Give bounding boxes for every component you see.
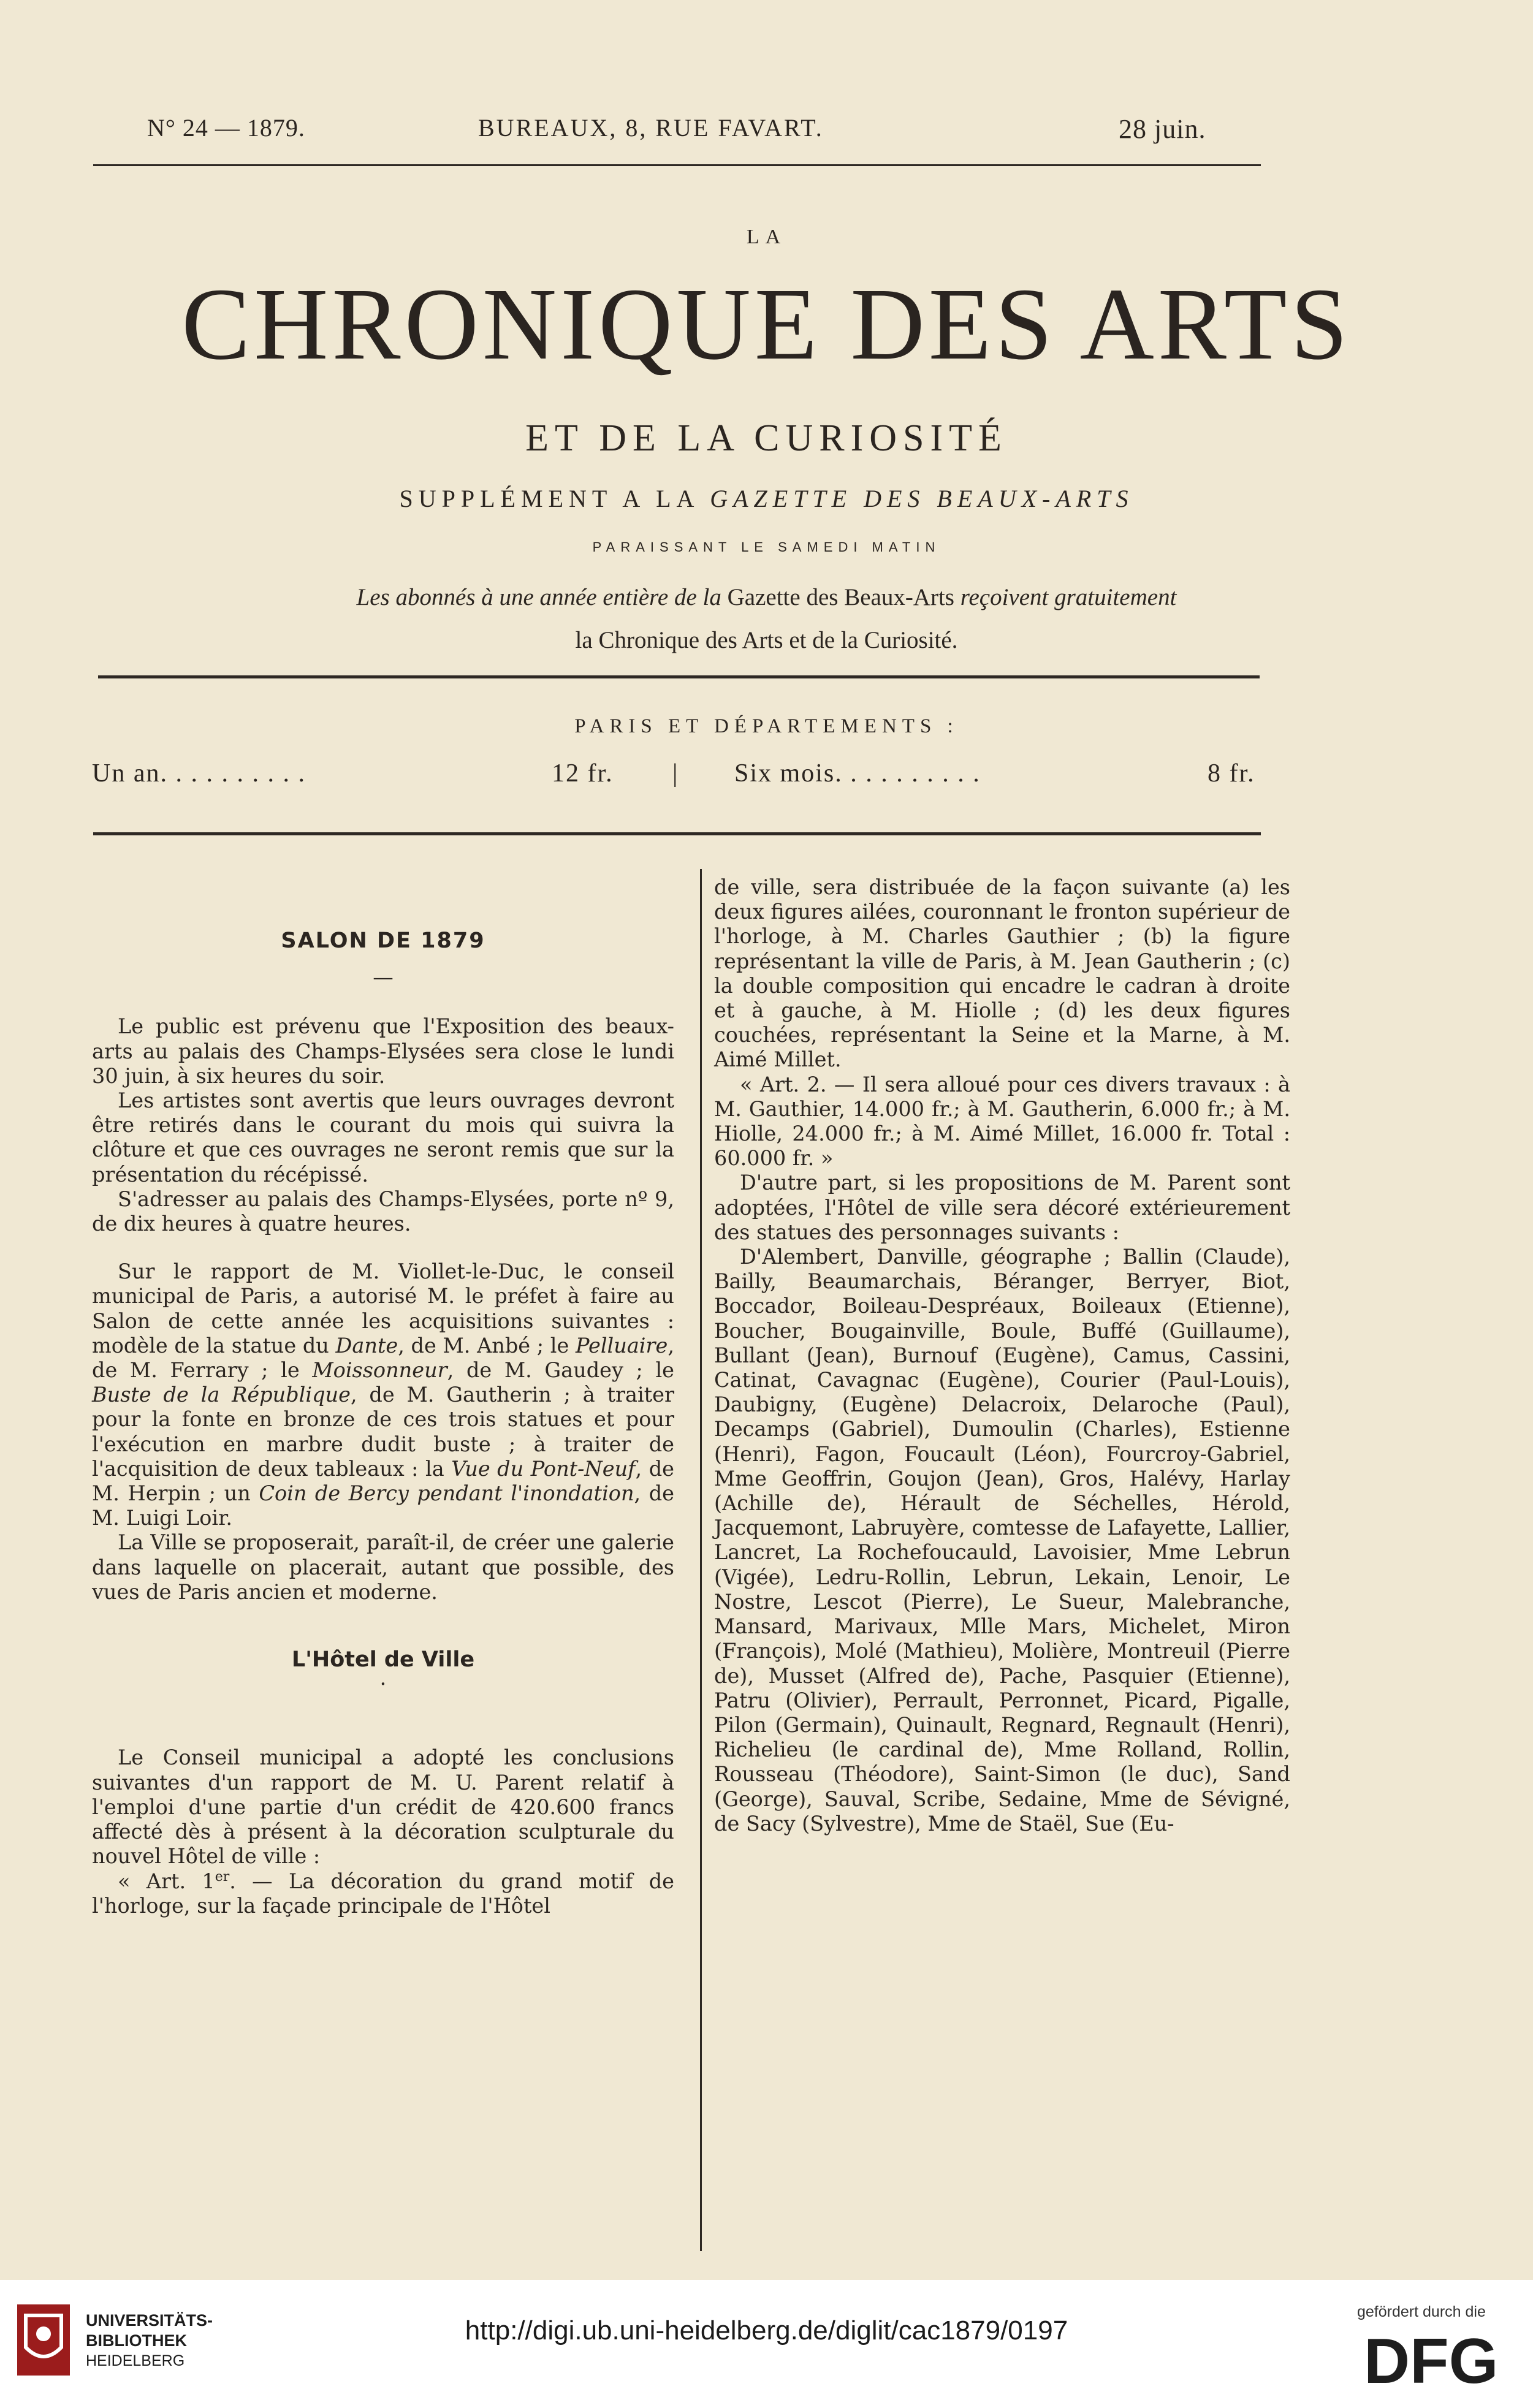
hotel-de-ville-heading: L'Hôtel de Ville (291, 1647, 475, 1673)
six-month-subscription-label: Six mois. . . . . . . . . . (734, 759, 981, 788)
acq-text-e: , de M. Gautherin ; à traiter pour la fonte en bronze de ces trois statues et pour l'exécution en marbre dudit buste ; à traiter de l'acquisition de deux tableaux : la (92, 1383, 674, 1481)
year-subscription-price: 12 fr. (552, 759, 614, 788)
salon-paragraph-3: S'adresser au palais des Champs-Elysées, porte nº 9, de dix heures à quatre heures. (92, 1187, 674, 1236)
art1-text-b: . — La décoration du grand motif de l'horloge, sur la façade principale de l'Hôtel (92, 1869, 674, 1918)
dfg-logo-icon (1364, 2329, 1511, 2390)
heading-dash: — (373, 965, 394, 990)
article-2-paragraph: « Art. 2. — Il sera alloué pour ces divers travaux : à M. Gauthier, 14.000 fr.; à M. Gautherin, 6.000 fr.; à M. Hiolle, 24.000 fr.; à M. Aimé Millet, 16.000 fr. Total : 60.000 fr. » (714, 1072, 1290, 1171)
acq-pelluaire: Pelluaire (575, 1333, 668, 1358)
subscriber-note-line2: la Chronique des Arts et de la Curiosité. (575, 627, 958, 653)
acq-text-a: Sur le rapport de M. Viollet-le-Duc, le conseil municipal de Paris, a autorisé M. le préfet à faire au Salon de cette année les acquisitions suivantes : modèle de la statue du (92, 1259, 674, 1358)
library-name-line1: UNIVERSITÄTS- (86, 2311, 213, 2330)
left-column (92, 929, 674, 1918)
subscriber-note (0, 583, 1533, 611)
decoration-paragraph: de ville, sera distribuée de la façon suivante (a) les deux figures ailées, couronnant le fronton supérieur de l'horloge, à M. Charles Gauthier ; (b) la figure représentant la ville de Paris, à M. Jean Gautherin ; (c) la double composition qui encadre le cadran à droite et à gauche, à M. Hiolle ; (d) les deux figures couchées, représentant la Seine et la Marne, à M. Aimé Millet. (714, 875, 1290, 1072)
header-rule (98, 675, 1260, 678)
supplement-gazette: GAZETTE DES BEAUX-ARTS (710, 485, 1134, 512)
library-name-line3: HEIDELBERG (86, 2352, 185, 2369)
publication-schedule: PARAISSANT LE SAMEDI MATIN (592, 539, 941, 555)
six-month-subscription-price: 8 fr. (1208, 759, 1255, 788)
acq-text-b: , de M. Anbé ; le (398, 1333, 576, 1358)
source-url-link[interactable]: http://digi.ub.uni-heidelberg.de/diglit/cac1879/0197 (465, 2315, 1068, 2345)
subscriber-note-b: reçoivent gratuitement (954, 584, 1177, 610)
supplement-prefix: SUPPLÉMENT A LA (399, 485, 710, 512)
supplement-line (0, 484, 1533, 513)
council-paragraph: Le Conseil municipal a adopté les conclusions suivantes d'un rapport de M. U. Parent relatif à l'emploi d'une partie d'un crédit de 420.600 francs affecté dès à présent à la décoration sculpturale du nouvel Hôtel de ville : (92, 1745, 674, 1869)
year-subscription-label: Un an. . . . . . . . . . (92, 759, 306, 788)
acq-text-c: , de M. Ferrary ; le (92, 1333, 674, 1383)
acq-buste: Buste de la République (92, 1383, 351, 1407)
subscriber-note-a: Les abonnés à une année entière de la (356, 584, 728, 610)
article-1-paragraph (92, 1869, 674, 1918)
statues-list-paragraph: D'Alembert, Danville, géographe ; Ballin (Claude), Bailly, Beaumarchais, Béranger, Berryer, Biot, Boccador, Boileau-Despréaux, Boileaux (Etienne), Boucher, Bougainville, Boule, Buffé (Guillaume), Bullant (Jean), Burnouf (Eugène), Camus, Cassini, Catinat, Cavagnac (Eugène), Courier (Paul-Louis), Daubigny, (Eugène) Delacroix, Delaroche (Paul), Decamps (Gabriel), Dumoulin (Charles), Estienne (Henri), Fagon, Foucault (Léon), Fourcroy-Gabriel, Mme Geoffrin, Goujon (Jean), Gros, Halévy, Harlay (Achille de), Hérault de Séchelles, Hérold, Jacquemont, Labruyère, comtesse de Lafayette, Lallier, Lancret, La Rochefoucauld, Lavoisier, Mme Lebrun (Vigée), Ledru-Rollin, Lebrun, Lekain, Lenoir, Le Nostre, Lescot (Pierre), Le Sueur, Malebranche, Mansard, Marivaux, Mlle Mars, Michelet, Miron (François), Molé (Mathieu), Molière, Montreuil (Pierre de), Musset (Alfred de), Pache, Pasquier (Etienne), Patru (Olivier), Perrault, Perronnet, Picard, Pigalle, Pilon (Germain), Quinault, Regnard, Regnault (Henri), Richelieu (le cardinal de), Mme Rolland, Rollin, Rousseau (Théodore), Saint-Simon (le duc), Sand (George), Sauval, Scribe, Sedaine, Mme de Sévigné, de Sacy (Sylvestre), Mme de Staël, Sue (Eu- (714, 1245, 1290, 1836)
acq-dante: Dante (335, 1333, 398, 1358)
library-name-line2: BIBLIOTHEK (86, 2331, 187, 2350)
acq-coin: Coin de Bercy pendant l'inondation (259, 1481, 634, 1506)
issue-number: N° 24 — 1879. (147, 114, 305, 142)
heading-dot: · (379, 1672, 387, 1696)
funding-note: gefördert durch die (1357, 2303, 1486, 2320)
acquisitions-paragraph (92, 1259, 674, 1530)
acq-text-f: , de M. Herpin ; un (92, 1456, 674, 1506)
salon-heading: SALON DE 1879 (281, 929, 485, 953)
subscriber-note-gazette: Gazette des Beaux-Arts (727, 584, 954, 610)
acq-vue: Vue du Pont-Neuf (451, 1456, 636, 1481)
masthead-subtitle: ET DE LA CURIOSITÉ (525, 417, 1008, 459)
acq-text-d: , de M. Gaudey ; le (447, 1358, 674, 1383)
price-separator: | (672, 759, 679, 788)
top-rule (93, 164, 1261, 166)
acq-moissonneur: Moissonneur (312, 1358, 447, 1383)
salon-paragraph-2: Les artistes sont avertis que leurs ouvrages devront être retirés dans le courant du mois qui suivra la clôture et que ces ouvrages ne seront remis que sur la présentation du récépissé. (92, 1088, 674, 1187)
salon-paragraph-1: Le public est prévenu que l'Exposition des beaux-arts au palais des Champs-Elysées sera close le lundi 30 juin, à six heures du soir. (92, 1014, 674, 1088)
subscription-heading: PARIS ET DÉPARTEMENTS : (574, 715, 959, 737)
masthead-title: CHRONIQUE DES ARTS (181, 267, 1352, 381)
column-divider (700, 869, 702, 2251)
digitization-footer (0, 2280, 1533, 2408)
dfg-logo-text: DFG (1364, 2329, 1499, 2390)
issue-date: 28 juin. (1119, 114, 1206, 144)
right-column (714, 875, 1290, 1836)
statues-intro-paragraph: D'autre part, si les propositions de M. Parent sont adoptées, l'Hôtel de ville sera décoré extérieurement des statues des personnages suivants : (714, 1171, 1290, 1244)
art1-sup: er (215, 1869, 230, 1885)
art1-text-a: « Art. 1 (118, 1869, 215, 1893)
gallery-paragraph: La Ville se proposerait, paraît-il, de créer une galerie dans laquelle on placerait, autant que possible, des vues de Paris ancien et moderne. (92, 1530, 674, 1604)
title-article: LA (746, 226, 787, 248)
office-address: BUREAUX, 8, RUE FAVART. (478, 114, 824, 142)
acq-text-g: , de M. Luigi Loir. (92, 1481, 674, 1530)
column-top-rule (93, 832, 1261, 835)
